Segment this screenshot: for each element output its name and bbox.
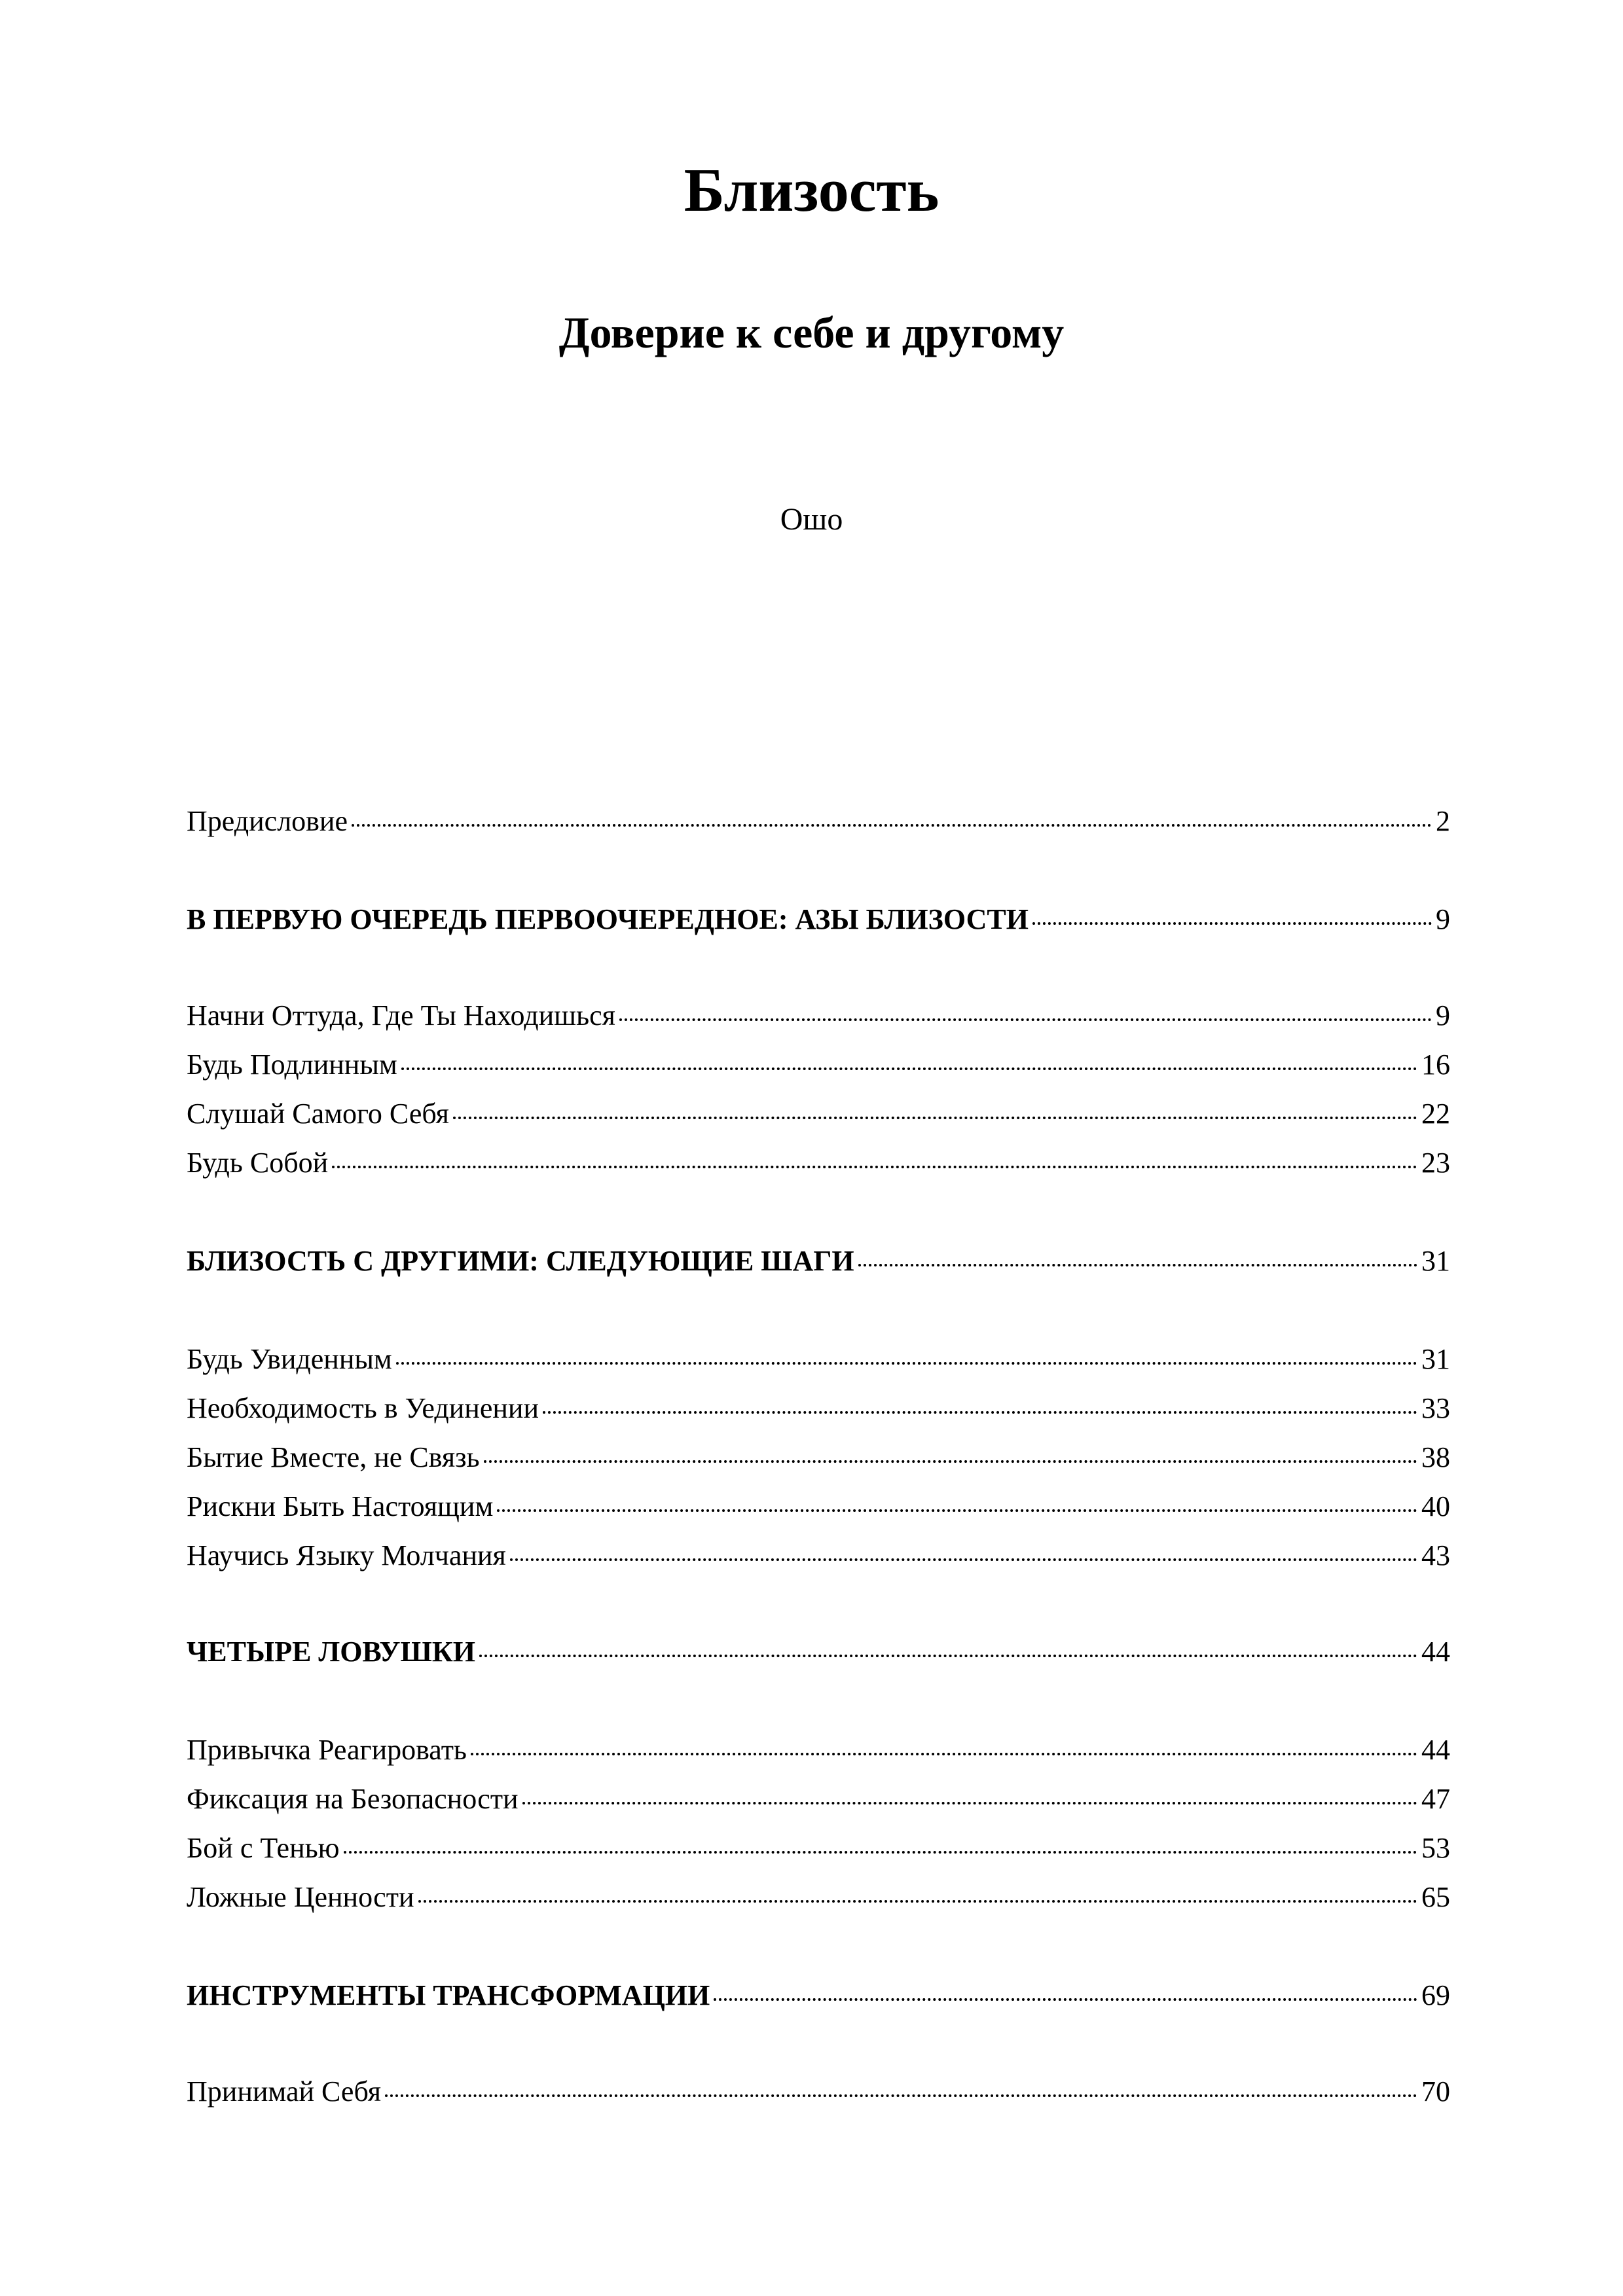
toc-section-label: ЧЕТЫРЕ ЛОВУШКИ — [187, 1636, 475, 1668]
toc-section[interactable] — [187, 1242, 1450, 1281]
toc-entry-label: Бой с Тенью — [187, 1832, 340, 1864]
toc-section-page: 31 — [1421, 1245, 1450, 1277]
toc-leader-dots — [522, 1802, 1417, 1804]
toc-entry[interactable] — [187, 1143, 1450, 1183]
toc-entry[interactable] — [187, 1829, 1450, 1868]
toc-entry[interactable] — [187, 1045, 1450, 1085]
toc-entry-page: 9 — [1436, 999, 1450, 1031]
toc-entry[interactable] — [187, 1731, 1450, 1770]
toc-leader-dots — [510, 1558, 1417, 1561]
toc-entry-label: Слушай Самого Себя — [187, 1098, 449, 1130]
toc-entry-page: 2 — [1436, 805, 1450, 837]
toc-leader-dots — [858, 1264, 1417, 1266]
toc-entry-page: 44 — [1421, 1734, 1450, 1766]
toc-entry[interactable] — [187, 1878, 1450, 1917]
toc-entry-label: Принимай Себя — [187, 2075, 381, 2108]
toc-entry-page: 47 — [1421, 1783, 1450, 1815]
toc-entry-label: Начни Оттуда, Где Ты Находишься — [187, 999, 615, 1031]
toc-entry-page: 53 — [1421, 1832, 1450, 1864]
toc-entry-label: Предисловие — [187, 805, 348, 837]
toc-section-page: 44 — [1421, 1636, 1450, 1668]
toc-entry[interactable] — [187, 2072, 1450, 2111]
toc-entry-label: Будь Увиденным — [187, 1343, 392, 1375]
toc-leader-dots — [543, 1411, 1417, 1414]
toc-entry-label: Рискни Быть Настоящим — [187, 1490, 494, 1522]
author-name: Ошо — [780, 502, 843, 537]
toc-entry-page: 22 — [1421, 1098, 1450, 1130]
toc-entry-label: Фиксация на Безопасности — [187, 1783, 519, 1815]
toc-section-page: 9 — [1436, 903, 1450, 935]
toc-section[interactable] — [187, 1632, 1450, 1672]
book-subtitle: Доверие к себе и другому — [558, 308, 1065, 357]
toc-section[interactable] — [187, 1976, 1450, 2015]
toc-section-label: В ПЕРВУЮ ОЧЕРЕДЬ ПЕРВООЧЕРЕДНОЕ: АЗЫ БЛИЗОСТИ — [187, 903, 1029, 935]
toc-leader-dots — [332, 1166, 1417, 1168]
toc-leader-dots — [352, 824, 1432, 827]
toc-entry-page: 16 — [1421, 1049, 1450, 1081]
toc-entry-label: Ложные Ценности — [187, 1881, 414, 1913]
toc-entry-page: 43 — [1421, 1539, 1450, 1571]
toc-entry-label: Научись Языку Молчания — [187, 1539, 506, 1571]
toc-leader-dots — [619, 1018, 1432, 1021]
toc-entry-page: 33 — [1421, 1392, 1450, 1424]
toc-leader-dots — [497, 1509, 1417, 1512]
toc-leader-dots — [484, 1460, 1417, 1463]
toc-leader-dots — [418, 1900, 1418, 1903]
toc-entry[interactable] — [187, 1487, 1450, 1526]
book-title: Близость — [684, 156, 939, 224]
toc-entry[interactable] — [187, 1536, 1450, 1575]
toc-section[interactable] — [187, 900, 1450, 939]
toc-entry-label: Будь Подлинным — [187, 1049, 397, 1081]
toc-section-label: БЛИЗОСТЬ С ДРУГИМИ: СЛЕДУЮЩИЕ ШАГИ — [187, 1245, 854, 1277]
toc-entry-page: 65 — [1421, 1881, 1450, 1913]
toc-entry-label: Привычка Реагировать — [187, 1734, 467, 1766]
toc-leader-dots — [396, 1362, 1417, 1365]
toc-entry-page: 70 — [1421, 2075, 1450, 2108]
toc-section-label: ИНСТРУМЕНТЫ ТРАНСФОРМАЦИИ — [187, 1979, 710, 2011]
toc-entry[interactable] — [187, 1438, 1450, 1477]
toc-entry[interactable] — [187, 1780, 1450, 1819]
toc-leader-dots — [385, 2094, 1417, 2097]
toc-entry-label: Бытие Вместе, не Связь — [187, 1441, 480, 1473]
toc-entry[interactable] — [187, 996, 1450, 1035]
toc-entry-page: 31 — [1421, 1343, 1450, 1375]
toc-leader-dots — [344, 1851, 1417, 1854]
toc-entry[interactable] — [187, 1340, 1450, 1379]
toc-section-page: 69 — [1421, 1979, 1450, 2011]
toc-leader-dots — [714, 1998, 1417, 2001]
toc-entry[interactable] — [187, 802, 1450, 841]
toc-entry-page: 40 — [1421, 1490, 1450, 1522]
toc-leader-dots — [401, 1067, 1417, 1070]
toc-entry[interactable] — [187, 1389, 1450, 1428]
toc-entry[interactable] — [187, 1094, 1450, 1134]
table-of-contents — [187, 0, 1450, 2296]
toc-leader-dots — [479, 1655, 1417, 1657]
toc-leader-dots — [471, 1753, 1417, 1755]
toc-leader-dots — [453, 1117, 1417, 1119]
toc-entry-page: 23 — [1421, 1147, 1450, 1179]
toc-entry-label: Необходимость в Уединении — [187, 1392, 539, 1424]
toc-entry-label: Будь Собой — [187, 1147, 329, 1179]
toc-entry-page: 38 — [1421, 1441, 1450, 1473]
toc-leader-dots — [1032, 922, 1432, 925]
